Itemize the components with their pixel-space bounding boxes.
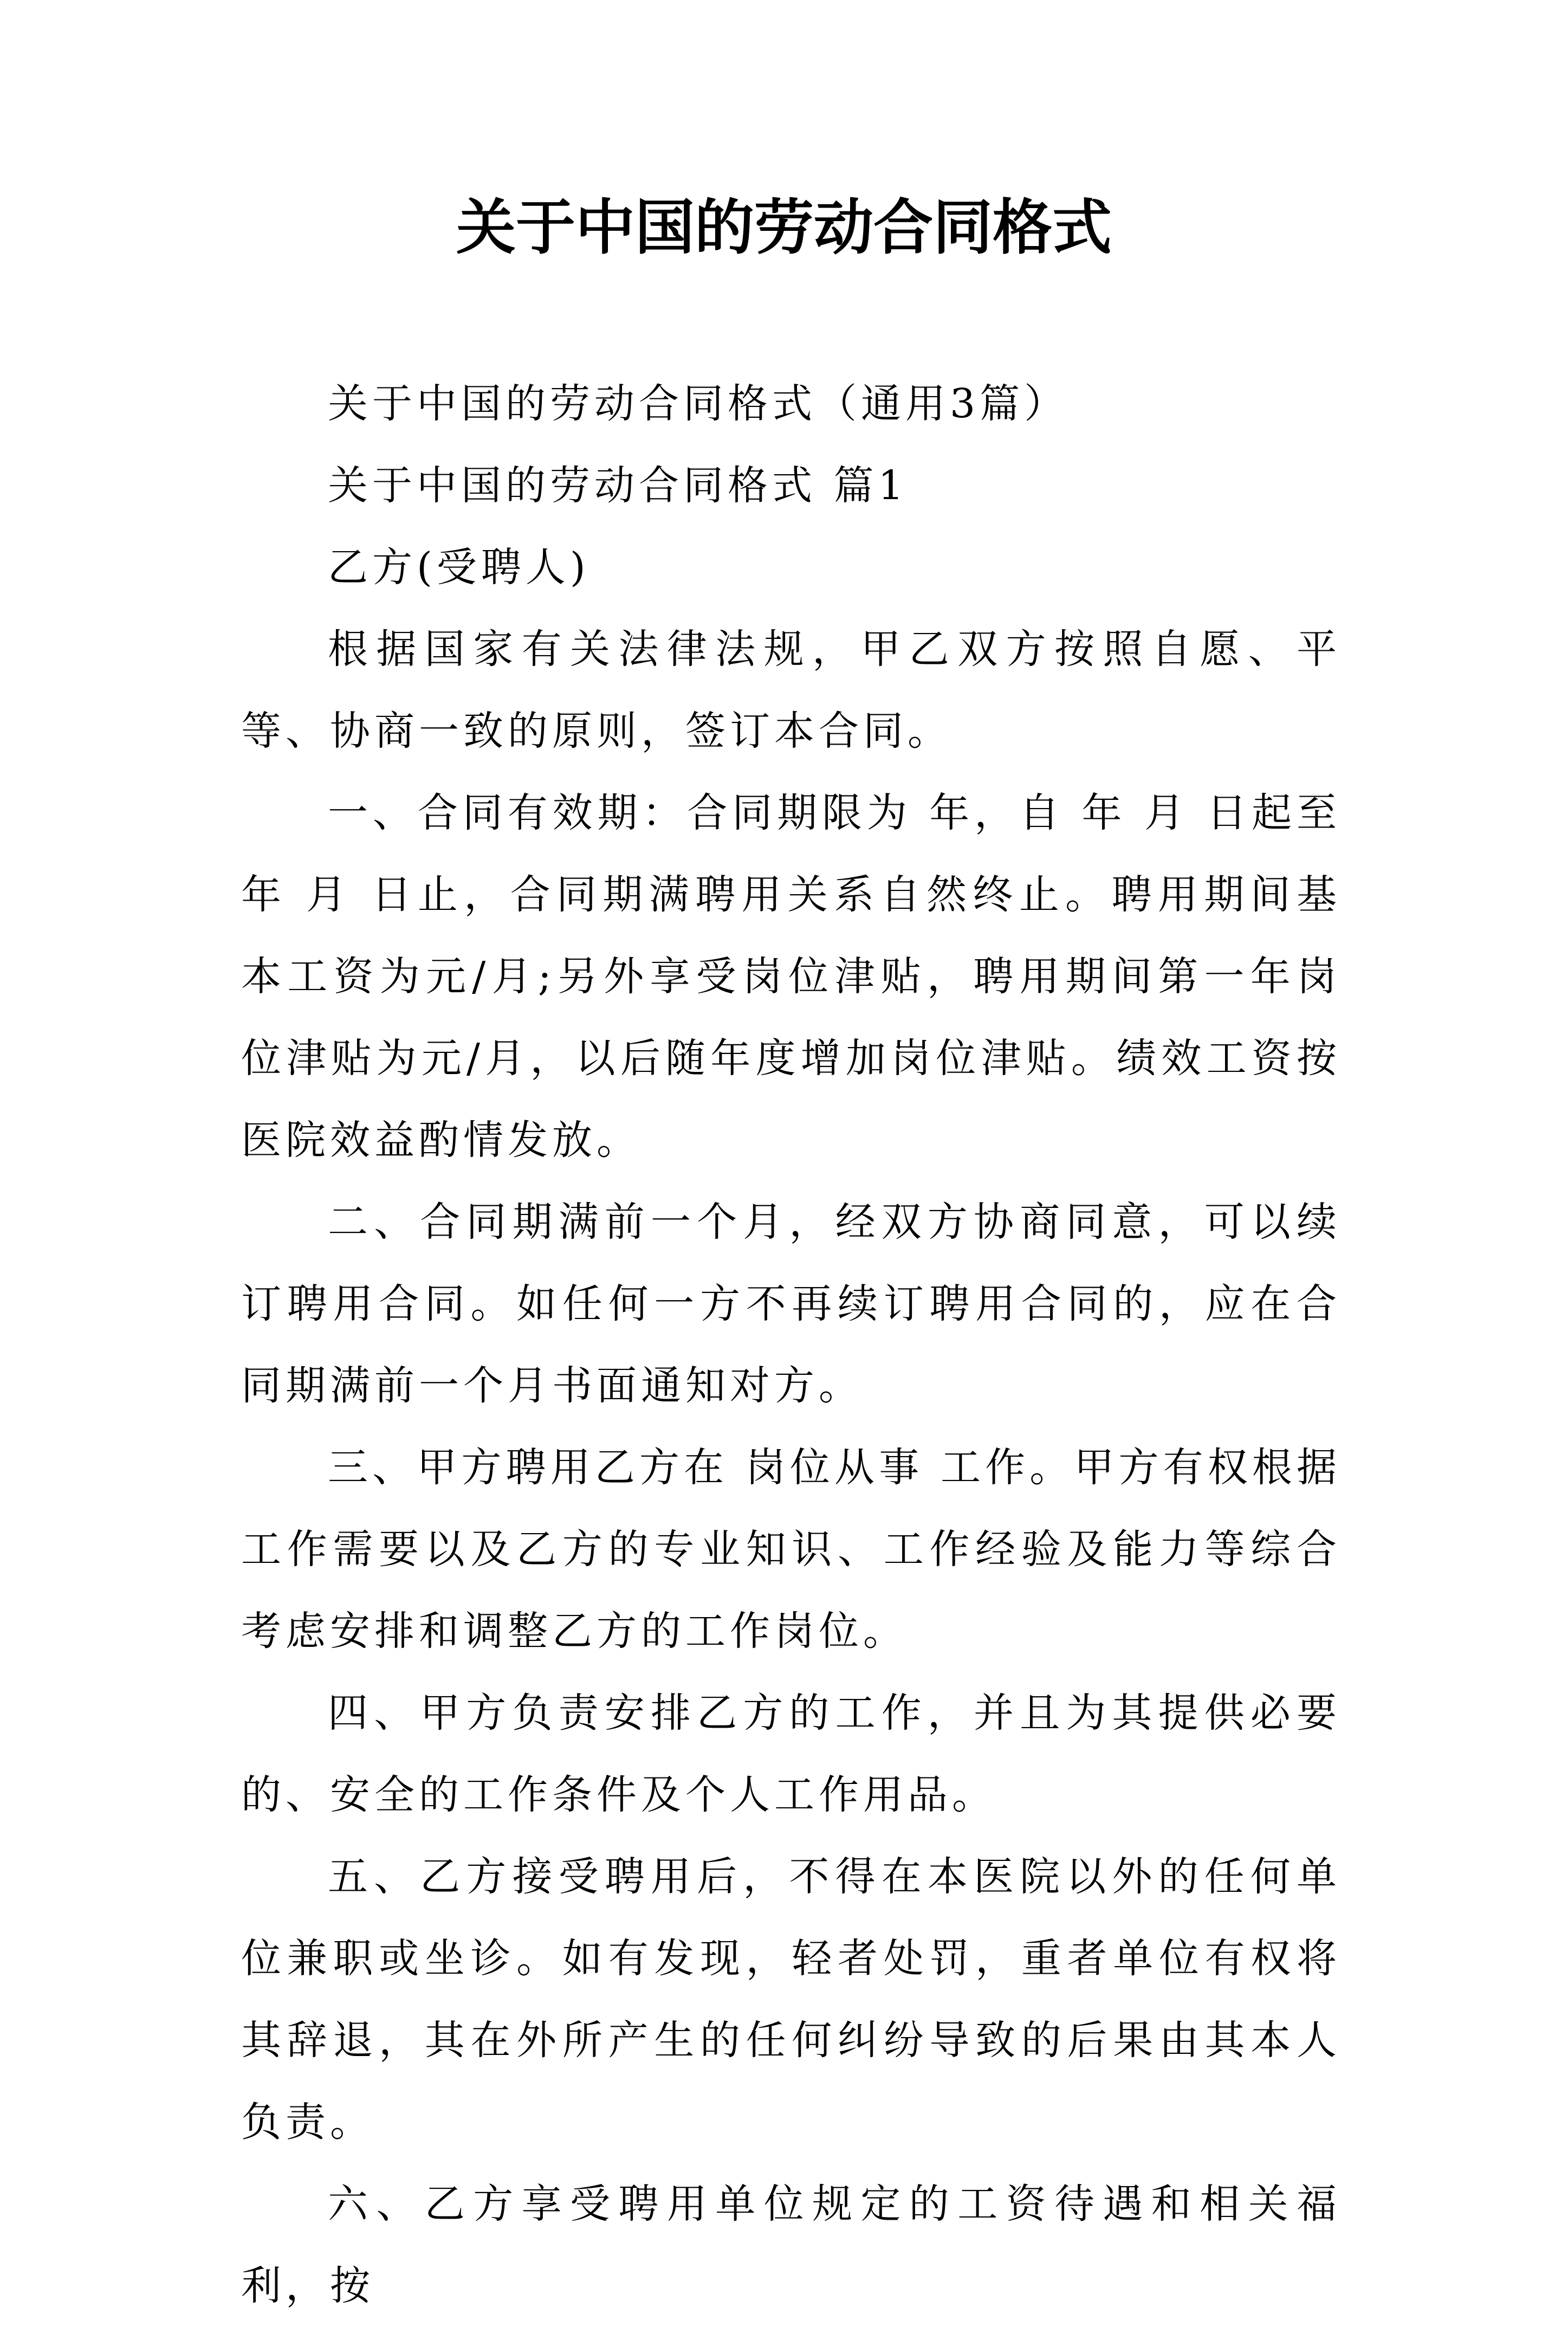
paragraph-preamble: 根据国家有关法律法规，甲乙双方按照自愿、平等、协商一致的原则，签订本合同。 xyxy=(241,626,1341,754)
paragraph-clause-1: 一、合同有效期：合同期限为 年，自 年 月 日起至 年 月 日止，合同期满聘用关系自然终止。聘用期间基本工资为元/月;另外享受岗位津贴，聘用期间第一年岗位津贴为元/月，以后随年度增加岗位津贴。绩效工资按医院效益酌情发放。 xyxy=(241,790,1341,1164)
document-title: 关于中国的劳动合同格式 xyxy=(456,192,1112,262)
paragraph-clause-4: 四、甲方负责安排乙方的工作，并且为其提供必要的、安全的工作条件及个人工作用品。 xyxy=(241,1690,1341,1818)
paragraph-section-heading: 关于中国的劳动合同格式 篇1 xyxy=(328,462,908,509)
document-body xyxy=(241,363,1341,2327)
paragraph-subtitle: 关于中国的劳动合同格式（通用3篇） xyxy=(328,380,1069,427)
paragraph-party-b: 乙方(受聘人) xyxy=(328,544,590,591)
paragraph-clause-2: 二、合同期满前一个月，经双方协商同意，可以续订聘用合同。如任何一方不再续订聘用合同的，应在合同期满前一个月书面通知对方。 xyxy=(241,1199,1341,1409)
paragraph-clause-6: 六、乙方享受聘用单位规定的工资待遇和相关福利，按 xyxy=(241,2181,1341,2309)
paragraph-clause-5: 五、乙方接受聘用后，不得在本医院以外的任何单位兼职或坐诊。如有发现，轻者处罚，重者单位有权将其辞退，其在外所产生的任何纠纷导致的后果由其本人负责。 xyxy=(241,1853,1341,2145)
paragraph-clause-3: 三、甲方聘用乙方在 岗位从事 工作。甲方有权根据工作需要以及乙方的专业知识、工作经验及能力等综合考虑安排和调整乙方的工作岗位。 xyxy=(241,1444,1341,1654)
